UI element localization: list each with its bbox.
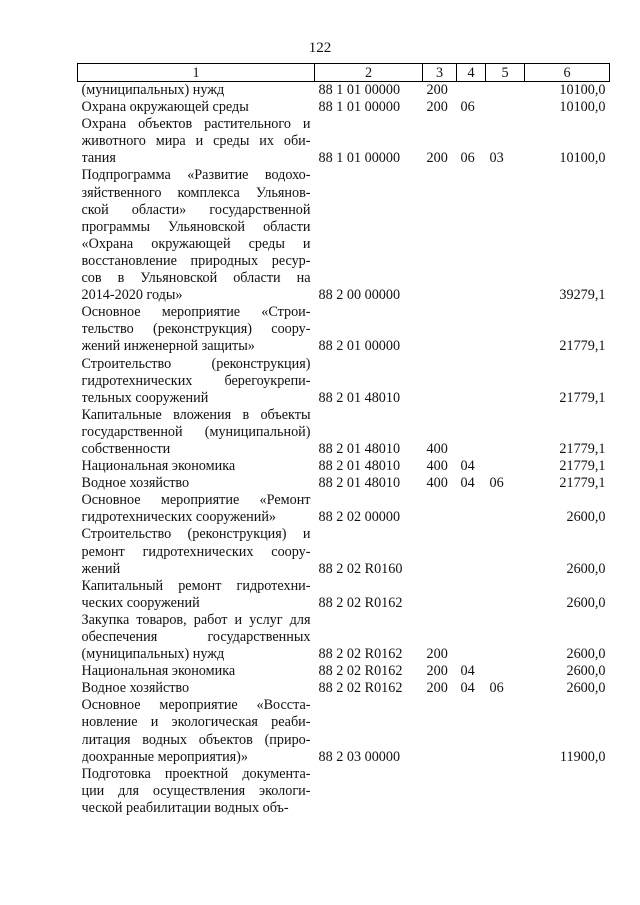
row-col5-cell [486,458,525,475]
row-code-cell: 88 2 02 R0162 [318,646,403,663]
row-col3-cell [423,492,457,526]
row-value-cell: 2600,0 [566,646,606,663]
row-value-cell: 21779,1 [559,389,606,406]
table-row [78,167,610,304]
row-name-line: Основное мероприятие «Ремонт [81,492,311,509]
row-name-line: Строительство (реконструкция) [81,355,311,372]
row-col3-cell [423,304,457,355]
row-name-cell [78,578,315,612]
row-col5-cell: 03 [489,150,504,167]
table-row [78,526,610,577]
row-name-line: гидротехнических сооружений» [81,509,277,526]
row-name-cell [78,766,315,817]
row-col4-cell [457,82,486,100]
row-name-line: Охрана окружающей среды [81,99,249,116]
row-name-line: тельных сооружений [81,389,209,406]
row-col3-cell: 200 [426,680,448,697]
row-code-cell: 88 2 03 00000 [318,748,401,765]
page-number: 122 [308,40,332,56]
row-name-line: собственности [81,440,171,457]
table-row [78,407,610,458]
budget-table [77,63,610,817]
row-col3-cell: 200 [426,150,448,167]
table-row [78,304,610,355]
row-col3-cell [423,766,457,817]
row-name-line: Национальная экономика [81,663,236,680]
table-header-row [78,64,610,82]
row-code-cell: 88 2 02 R0162 [318,594,403,611]
row-value-cell: 2600,0 [566,560,606,577]
row-code-cell: 88 2 01 48010 [318,440,401,457]
row-col5-cell [486,663,525,680]
row-name-line: 2014-2020 годы» [81,287,183,304]
table-row [78,475,610,492]
row-name-cell [78,475,315,492]
row-col3-cell [423,697,457,765]
row-name-line: жений инженерной защиты» [81,338,255,355]
row-col5-cell [486,578,525,612]
table-row [78,612,610,663]
row-col5-cell [486,99,525,116]
row-code-cell: 88 2 01 48010 [318,458,401,475]
row-value-cell: 2600,0 [566,663,606,680]
row-code-cell: 88 2 02 R0160 [318,560,403,577]
row-name-cell [78,458,315,475]
row-name-line: жений [81,560,121,577]
row-name-line: ремонт гидротехнических соору- [81,543,311,560]
row-name-line: новление и экологическая реаби- [81,714,311,731]
row-code-cell: 88 1 01 00000 [318,150,401,167]
row-col4-cell [457,612,486,663]
row-name-line: (муниципальных) нужд [81,82,225,98]
row-code-cell: 88 2 01 48010 [318,389,401,406]
row-value-cell: 21779,1 [559,475,606,492]
row-name-line: Подпрограмма «Развитие водохо- [81,167,311,184]
row-name-cell [78,356,315,407]
column-header-2: 2 [315,64,423,82]
row-code-cell: 88 1 01 00000 [318,82,401,98]
row-name-line: Закупка товаров, работ и услуг для [81,611,311,628]
row-name-line: ческой реабилитации водных объ- [81,799,289,816]
row-name-line: Национальная экономика [81,458,236,475]
table-row [78,458,610,475]
row-value-cell: 10100,0 [559,82,606,98]
row-name-line: Капитальный ремонт гидротехни- [81,577,311,594]
row-col4-cell [457,167,486,304]
row-col3-cell [423,356,457,407]
row-name-cell [78,663,315,680]
row-name-line: зяйственного комплекса Ульянов- [81,184,311,201]
row-name-line: Водное хозяйство [81,680,190,697]
table-row [78,99,610,116]
row-col5-cell [486,697,525,765]
table-row [78,663,610,680]
row-name-line: тания [81,150,116,167]
row-col5-cell [486,492,525,526]
row-col5-cell [486,304,525,355]
row-col4-cell: 04 [460,663,475,680]
row-col5-cell [486,766,525,817]
row-name-cell [78,526,315,577]
row-code-cell: 88 2 02 00000 [318,509,401,526]
row-value-cell: 21779,1 [559,458,606,475]
column-header-1: 1 [78,64,315,82]
row-name-line: животного мира и среды их оби- [81,133,311,150]
row-name-cell [78,116,315,167]
row-col5-cell [486,612,525,663]
row-name-line: государственной (муниципальной) [81,423,311,440]
row-code-cell [315,766,423,817]
row-col5-cell [486,526,525,577]
row-name-line: гидротехнических берегоукрепи- [81,372,311,389]
row-col4-cell [457,304,486,355]
row-col5-cell: 06 [489,475,504,492]
row-name-line: Подготовка проектной документа- [81,765,311,782]
row-col3-cell: 200 [426,646,448,663]
row-value-cell: 11900,0 [559,748,606,765]
row-col5-cell [486,407,525,458]
row-col3-cell: 400 [426,458,448,475]
row-col5-cell [486,356,525,407]
row-name-line: Основное мероприятие «Восста- [81,697,311,714]
row-code-cell: 88 2 02 R0162 [318,663,403,680]
row-col4-cell [457,526,486,577]
row-name-line: ции для осуществления экологи- [81,782,311,799]
row-name-cell [78,612,315,663]
row-name-line: тельство (реконструкция) соору- [81,321,311,338]
row-name-cell [78,99,315,116]
column-header-4: 4 [457,64,486,82]
table-row [78,116,610,167]
table-row [78,82,610,100]
table-row [78,697,610,765]
row-col5-cell [486,167,525,304]
row-value-cell: 10100,0 [559,150,606,167]
row-value-cell: 10100,0 [559,99,606,116]
row-col4-cell: 06 [460,99,475,116]
column-header-5: 5 [486,64,525,82]
row-col4-cell: 06 [460,150,475,167]
row-value-cell: 2600,0 [566,509,606,526]
row-name-cell [78,82,315,100]
row-name-line: сов в Ульяновской области на [81,270,311,287]
row-name-cell [78,680,315,697]
row-value-cell: 21779,1 [559,338,606,355]
row-col3-cell [423,526,457,577]
row-value-cell: 2600,0 [566,680,606,697]
row-value-cell [525,766,610,817]
row-col4-cell [457,766,486,817]
row-name-line: ческих сооружений [81,594,200,611]
row-name-line: «Охрана окружающей среды и [81,235,311,252]
row-name-line: Строительство (реконструкция) и [81,526,311,543]
table-row [78,356,610,407]
row-col5-cell: 06 [489,680,504,697]
table-row [78,680,610,697]
row-col3-cell: 200 [426,663,448,680]
row-name-cell [78,697,315,765]
row-col4-cell [457,578,486,612]
row-col5-cell [486,82,525,100]
row-col3-cell: 200 [426,99,448,116]
row-name-line: обеспечения государственных [81,629,311,645]
table-row [78,578,610,612]
row-code-cell: 88 1 01 00000 [318,99,401,116]
row-col3-cell: 400 [426,440,448,457]
row-name-cell [78,407,315,458]
row-name-line: (муниципальных) нужд [81,646,225,663]
row-col3-cell [423,578,457,612]
row-value-cell: 2600,0 [566,594,606,611]
row-col3-cell: 200 [426,82,448,98]
row-col4-cell: 04 [460,680,475,697]
row-name-cell [78,167,315,304]
row-code-cell: 88 2 00 00000 [318,287,401,304]
table-row [78,766,610,817]
row-name-line: программы Ульяновской области [81,218,311,235]
row-name-line: Основное мероприятие «Строи- [81,304,311,321]
column-header-3: 3 [423,64,457,82]
row-name-line: Охрана объектов растительного и [81,116,311,133]
row-name-line: ской области» государственной [81,201,311,218]
row-name-line: восстановление природных ресур- [81,252,311,269]
table-row [78,492,610,526]
row-name-cell [78,304,315,355]
row-value-cell: 21779,1 [559,440,606,457]
row-name-line: литация водных объектов (приро- [81,731,311,748]
column-header-6: 6 [525,64,610,82]
row-code-cell: 88 2 01 48010 [318,475,401,492]
row-name-line: Капитальные вложения в объекты [81,406,311,423]
row-value-cell: 39279,1 [559,287,606,304]
row-col4-cell [457,697,486,765]
row-col4-cell [457,407,486,458]
row-name-line: Водное хозяйство [81,475,190,492]
row-code-cell: 88 2 01 00000 [318,338,401,355]
row-col4-cell: 04 [460,458,475,475]
row-col3-cell: 400 [426,475,448,492]
row-code-cell: 88 2 02 R0162 [318,680,403,697]
row-col3-cell [423,167,457,304]
row-col4-cell [457,492,486,526]
row-col4-cell [457,356,486,407]
row-col4-cell: 04 [460,475,475,492]
row-name-line: доохранные мероприятия)» [81,748,249,765]
row-name-cell [78,492,315,526]
